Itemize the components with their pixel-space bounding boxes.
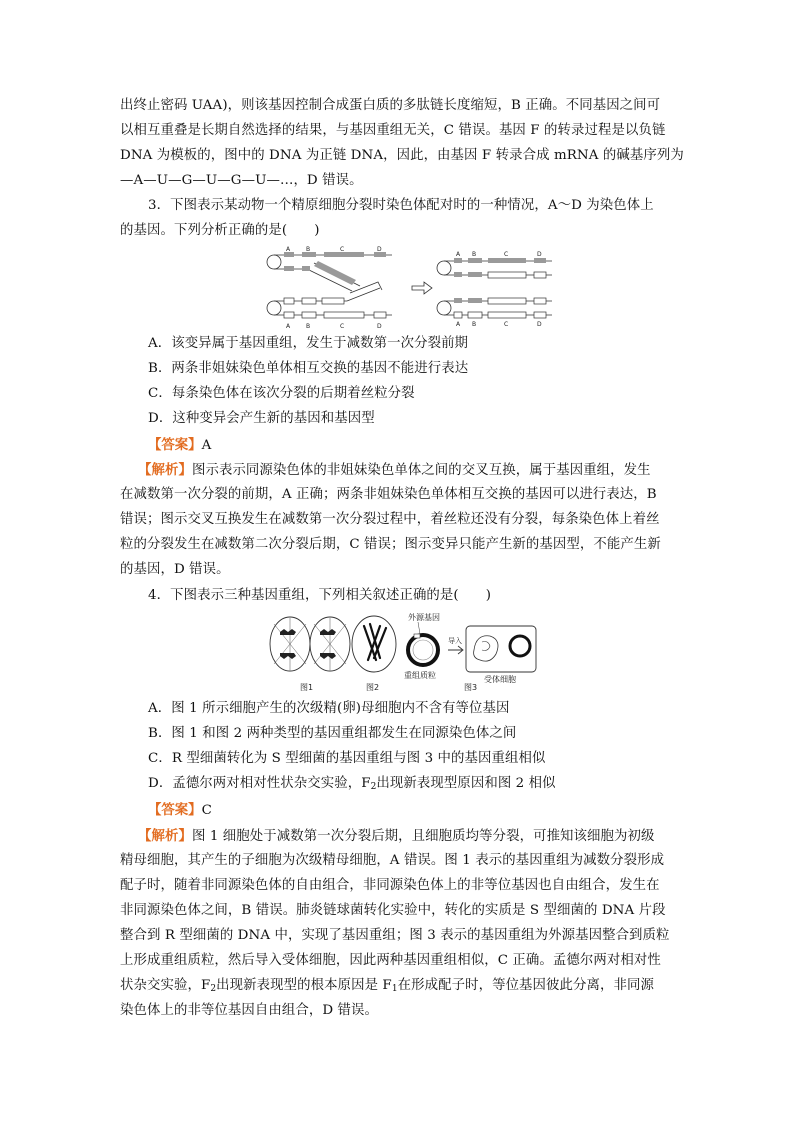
gene-label: B xyxy=(472,321,477,328)
analysis-line: 上形成重组质粒，然后导入受体细胞，因此两种基因重组相似，C 正确。孟德尔两对相对性 xyxy=(120,953,661,968)
option-c: C．每条染色体在该次分裂的后期着丝粒分裂 xyxy=(148,386,415,401)
figure-label: 受体细胞 xyxy=(484,675,516,684)
gene-label: D xyxy=(377,246,382,253)
answer-value: A xyxy=(201,438,212,453)
arrow-icon xyxy=(412,282,432,294)
analysis-line: 的基因，D 错误。 xyxy=(120,562,230,577)
gene-label: B xyxy=(472,251,477,258)
option-a: A．图 1 所示细胞产生的次级精(卵)母细胞内不含有等位基因 xyxy=(148,701,510,716)
crossing-over-figure xyxy=(262,246,558,330)
analysis-line: 配子时，随着非同源染色体的自由组合，非同源染色体上的非等位基因也自由组合，发生在 xyxy=(120,878,660,893)
gene-label: A xyxy=(286,246,291,253)
gene-label: C xyxy=(504,321,509,328)
option-d-text: 出现新表现型原因和图 2 相似 xyxy=(376,776,556,791)
option-a: A．该变异属于基因重组，发生于减数第一次分裂前期 xyxy=(148,336,469,351)
option-d: D．这种变异会产生新的基因和基因型 xyxy=(148,411,375,426)
gene-label: C xyxy=(340,246,345,253)
option-d xyxy=(148,774,708,797)
analysis-line xyxy=(138,826,698,847)
answer xyxy=(148,800,212,821)
figure-caption: 图3 xyxy=(464,683,478,692)
figure-label: 重组质粒 xyxy=(404,671,436,680)
text-line: DNA 为模板的，图中的 DNA 为正链 DNA，因此，由基因 F 转录合成 mRNA 的碱基序列为 xyxy=(120,148,684,163)
analysis-line: 错误；图示交叉互换发生在减数第一次分裂过程中，着丝粒还没有分裂，每条染色体上着丝 xyxy=(120,512,660,527)
figure-label: 外源基因 xyxy=(408,613,440,622)
subscript: 2 xyxy=(210,984,217,994)
option-b: B．两条非姐妹染色单体相互交换的基因不能进行表达 xyxy=(148,361,469,376)
analysis-line: 非同源染色体之间，B 错误。肺炎链球菌转化实验中，转化的实质是 S 型细菌的 DNA 片段 xyxy=(120,903,666,918)
answer-value: C xyxy=(201,803,212,818)
option-c: C．R 型细菌转化为 S 型细菌的基因重组与图 3 中的基因重组相似 xyxy=(148,751,546,766)
figure-caption: 图2 xyxy=(366,683,380,692)
subscript: 1 xyxy=(391,984,398,994)
analysis-line: 粒的分裂发生在减数第二次分裂后期，C 错误；图示变异只能产生新的基因型，不能产生新 xyxy=(120,537,661,552)
answer-label: 【答案】 xyxy=(148,437,202,453)
text-line: 出终止密码 UAA)，则该基因控制合成蛋白质的多肽链长度缩短，B 正确。不同基因之间可 xyxy=(120,98,661,113)
analysis-line: 在减数第一次分裂的前期，A 正确；两条非姐妹染色单体相互交换的基因可以进行表达，B xyxy=(120,487,657,502)
question-3-stem: 的基因。下列分析正确的是( ) xyxy=(120,223,320,238)
text-line: —A—U—G—U—G—U—…，D 错误。 xyxy=(120,173,363,188)
option-d-text: D．孟德尔两对相对性状杂交实验，F xyxy=(148,776,371,791)
option-b: B．图 1 和图 2 两种类型的基因重组都发生在同源染色体之间 xyxy=(148,726,517,741)
analysis-text: 图 1 细胞处于减数第一次分裂后期，且细胞质均等分裂，可推知该细胞为初级 xyxy=(191,829,655,844)
gene-label: A xyxy=(286,323,291,330)
gene-label: D xyxy=(537,321,542,328)
subscript: 2 xyxy=(370,782,377,792)
analysis-line: 精母细胞，其产生的子细胞为次级精母细胞，A 错误。图 1 表示的基因重组为减数分裂形成 xyxy=(120,853,665,868)
answer-label: 【答案】 xyxy=(148,802,202,818)
analysis-line: 整合到 R 型细菌的 DNA 中，实现了基因重组；图 3 表示的基因重组为外源基因整合到质粒 xyxy=(120,928,670,943)
analysis-text: 出现新表现型的根本原因是 F xyxy=(216,978,392,993)
analysis-text: 在形成配子时，等位基因彼此分离，非同源 xyxy=(397,978,654,993)
analysis-label: 【解析】 xyxy=(138,462,192,478)
analysis-line xyxy=(138,460,698,481)
analysis-line xyxy=(120,976,680,999)
analysis-text: 状杂交实验，F xyxy=(120,978,211,993)
gene-label: A xyxy=(456,321,461,328)
answer xyxy=(148,435,211,456)
arrow-icon xyxy=(448,646,463,654)
gene-label: B xyxy=(306,323,311,330)
text-line: 以相互重叠是长期自然选择的结果，与基因重组无关，C 错误。基因 F 的转录过程是以负链 xyxy=(120,123,666,138)
analysis-line: 染色体上的非等位基因自由组合，D 错误。 xyxy=(120,1003,379,1018)
figure-caption: 图1 xyxy=(300,683,314,692)
figure-label: 导入 xyxy=(448,637,462,645)
gene-label: B xyxy=(306,246,311,253)
recombination-figure xyxy=(268,610,540,696)
question-3-stem: 3．下图表示某动物一个精原细胞分裂时染色体配对时的一种情况，A～D 为染色体上 xyxy=(148,198,654,213)
analysis-label: 【解析】 xyxy=(138,828,192,844)
gene-label: C xyxy=(340,323,345,330)
analysis-text: 图示表示同源染色体的非姐妹染色单体之间的交叉互换，属于基因重组，发生 xyxy=(191,463,651,478)
centromere xyxy=(267,255,281,269)
gene-label: D xyxy=(377,323,382,330)
gene-label: A xyxy=(456,251,461,258)
gene-label: C xyxy=(504,251,509,258)
centromere xyxy=(267,301,281,315)
question-4-stem: 4．下图表示三种基因重组，下列相关叙述正确的是( ) xyxy=(148,588,492,603)
gene-label: D xyxy=(537,251,542,258)
